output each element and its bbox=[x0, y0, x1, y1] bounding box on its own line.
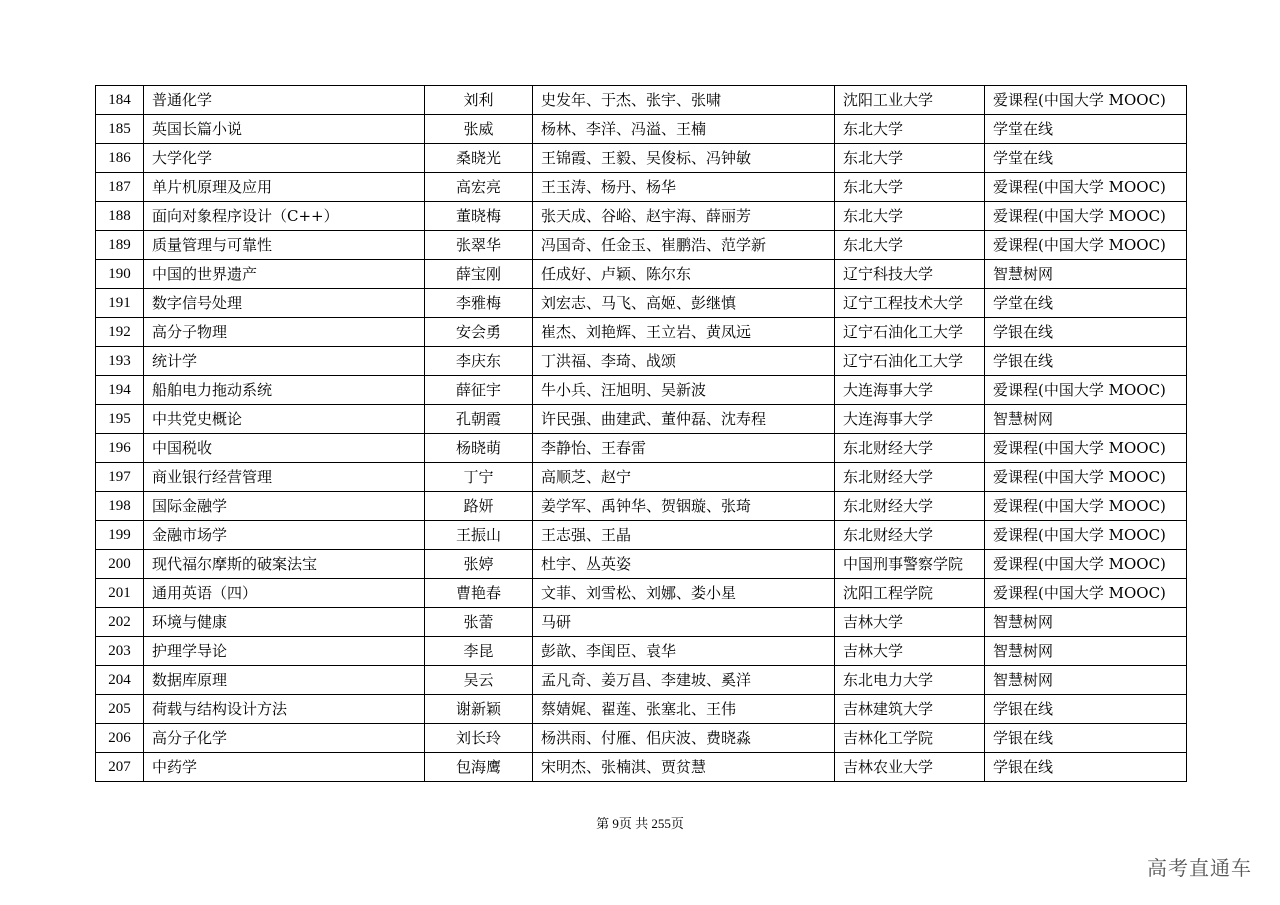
course-name: 普通化学 bbox=[144, 86, 425, 115]
platform-name: 智慧树网 bbox=[985, 637, 1187, 666]
platform-name: 学银在线 bbox=[985, 695, 1187, 724]
team-members: 丁洪福、李琦、战颂 bbox=[533, 347, 835, 376]
course-name: 单片机原理及应用 bbox=[144, 173, 425, 202]
school-name: 东北大学 bbox=[835, 144, 985, 173]
table-row bbox=[96, 173, 1187, 202]
platform-name: 学堂在线 bbox=[985, 289, 1187, 318]
table-row bbox=[96, 115, 1187, 144]
school-name: 吉林大学 bbox=[835, 608, 985, 637]
course-lead: 张婷 bbox=[425, 550, 533, 579]
school-name: 东北大学 bbox=[835, 173, 985, 202]
school-name: 辽宁石油化工大学 bbox=[835, 347, 985, 376]
course-lead: 包海鹰 bbox=[425, 753, 533, 782]
team-members: 文菲、刘雪松、刘娜、娄小星 bbox=[533, 579, 835, 608]
team-members: 张天成、谷峪、赵宇海、薛丽芳 bbox=[533, 202, 835, 231]
table-row bbox=[96, 434, 1187, 463]
course-name: 数字信号处理 bbox=[144, 289, 425, 318]
course-name: 金融市场学 bbox=[144, 521, 425, 550]
row-number: 187 bbox=[96, 173, 144, 202]
course-lead: 薛征宇 bbox=[425, 376, 533, 405]
platform-name: 学银在线 bbox=[985, 347, 1187, 376]
row-number: 202 bbox=[96, 608, 144, 637]
platform-name: 爱课程(中国大学 MOOC) bbox=[985, 231, 1187, 260]
course-lead: 张蕾 bbox=[425, 608, 533, 637]
course-name: 面向对象程序设计（C++） bbox=[144, 202, 425, 231]
row-number: 189 bbox=[96, 231, 144, 260]
course-lead: 王振山 bbox=[425, 521, 533, 550]
course-name: 环境与健康 bbox=[144, 608, 425, 637]
course-lead: 薛宝刚 bbox=[425, 260, 533, 289]
row-number: 194 bbox=[96, 376, 144, 405]
school-name: 大连海事大学 bbox=[835, 376, 985, 405]
row-number: 200 bbox=[96, 550, 144, 579]
platform-name: 爱课程(中国大学 MOOC) bbox=[985, 521, 1187, 550]
table-row bbox=[96, 318, 1187, 347]
school-name: 东北大学 bbox=[835, 231, 985, 260]
row-number: 193 bbox=[96, 347, 144, 376]
platform-name: 学银在线 bbox=[985, 318, 1187, 347]
school-name: 东北财经大学 bbox=[835, 434, 985, 463]
platform-name: 爱课程(中国大学 MOOC) bbox=[985, 463, 1187, 492]
platform-name: 爱课程(中国大学 MOOC) bbox=[985, 579, 1187, 608]
course-lead: 刘利 bbox=[425, 86, 533, 115]
row-number: 205 bbox=[96, 695, 144, 724]
school-name: 东北大学 bbox=[835, 202, 985, 231]
platform-name: 学堂在线 bbox=[985, 144, 1187, 173]
course-lead: 路妍 bbox=[425, 492, 533, 521]
course-name: 护理学导论 bbox=[144, 637, 425, 666]
school-name: 沈阳工程学院 bbox=[835, 579, 985, 608]
course-name: 高分子化学 bbox=[144, 724, 425, 753]
row-number: 190 bbox=[96, 260, 144, 289]
course-lead: 李昆 bbox=[425, 637, 533, 666]
row-number: 206 bbox=[96, 724, 144, 753]
platform-name: 学银在线 bbox=[985, 753, 1187, 782]
table-row bbox=[96, 347, 1187, 376]
course-lead: 刘长玲 bbox=[425, 724, 533, 753]
course-lead: 丁宁 bbox=[425, 463, 533, 492]
school-name: 东北财经大学 bbox=[835, 463, 985, 492]
team-members: 王志强、王晶 bbox=[533, 521, 835, 550]
row-number: 203 bbox=[96, 637, 144, 666]
course-lead: 张翠华 bbox=[425, 231, 533, 260]
platform-name: 智慧树网 bbox=[985, 260, 1187, 289]
team-members: 高顺芝、赵宁 bbox=[533, 463, 835, 492]
watermark-logo-text: 高考直通车 bbox=[1147, 856, 1252, 880]
course-lead: 张威 bbox=[425, 115, 533, 144]
school-name: 吉林农业大学 bbox=[835, 753, 985, 782]
course-name: 国际金融学 bbox=[144, 492, 425, 521]
school-name: 吉林化工学院 bbox=[835, 724, 985, 753]
course-name: 中国税收 bbox=[144, 434, 425, 463]
table-row bbox=[96, 724, 1187, 753]
platform-name: 智慧树网 bbox=[985, 666, 1187, 695]
row-number: 186 bbox=[96, 144, 144, 173]
course-lead: 谢新颖 bbox=[425, 695, 533, 724]
table-row bbox=[96, 608, 1187, 637]
course-lead: 董晓梅 bbox=[425, 202, 533, 231]
team-members: 王锦霞、王毅、吴俊标、冯钟敏 bbox=[533, 144, 835, 173]
school-name: 东北大学 bbox=[835, 115, 985, 144]
platform-name: 爱课程(中国大学 MOOC) bbox=[985, 434, 1187, 463]
school-name: 中国刑事警察学院 bbox=[835, 550, 985, 579]
table-row bbox=[96, 463, 1187, 492]
team-members: 牛小兵、汪旭明、吴新波 bbox=[533, 376, 835, 405]
row-number: 199 bbox=[96, 521, 144, 550]
course-name: 大学化学 bbox=[144, 144, 425, 173]
course-name: 荷载与结构设计方法 bbox=[144, 695, 425, 724]
row-number: 196 bbox=[96, 434, 144, 463]
table-row bbox=[96, 144, 1187, 173]
course-name: 英国长篇小说 bbox=[144, 115, 425, 144]
team-members: 蔡婧娓、翟莲、张塞北、王伟 bbox=[533, 695, 835, 724]
team-members: 冯国奇、任金玉、崔鹏浩、范学新 bbox=[533, 231, 835, 260]
row-number: 195 bbox=[96, 405, 144, 434]
course-lead: 吴云 bbox=[425, 666, 533, 695]
course-lead: 杨晓萌 bbox=[425, 434, 533, 463]
team-members: 彭歆、李闺臣、袁华 bbox=[533, 637, 835, 666]
course-name: 现代福尔摩斯的破案法宝 bbox=[144, 550, 425, 579]
table-row bbox=[96, 695, 1187, 724]
table-row bbox=[96, 260, 1187, 289]
school-name: 东北电力大学 bbox=[835, 666, 985, 695]
platform-name: 爱课程(中国大学 MOOC) bbox=[985, 173, 1187, 202]
table-row bbox=[96, 289, 1187, 318]
course-lead: 孔朝霞 bbox=[425, 405, 533, 434]
row-number: 198 bbox=[96, 492, 144, 521]
course-name: 中共党史概论 bbox=[144, 405, 425, 434]
course-lead: 李雅梅 bbox=[425, 289, 533, 318]
platform-name: 智慧树网 bbox=[985, 405, 1187, 434]
platform-name: 学银在线 bbox=[985, 724, 1187, 753]
row-number: 188 bbox=[96, 202, 144, 231]
school-name: 东北财经大学 bbox=[835, 492, 985, 521]
table-row bbox=[96, 86, 1187, 115]
course-name: 统计学 bbox=[144, 347, 425, 376]
course-name: 通用英语（四） bbox=[144, 579, 425, 608]
course-name: 船舶电力拖动系统 bbox=[144, 376, 425, 405]
team-members: 孟凡奇、姜万昌、李建坡、奚洋 bbox=[533, 666, 835, 695]
platform-name: 爱课程(中国大学 MOOC) bbox=[985, 550, 1187, 579]
table-row bbox=[96, 405, 1187, 434]
table-row bbox=[96, 376, 1187, 405]
platform-name: 爱课程(中国大学 MOOC) bbox=[985, 86, 1187, 115]
course-name: 质量管理与可靠性 bbox=[144, 231, 425, 260]
school-name: 辽宁工程技术大学 bbox=[835, 289, 985, 318]
course-table bbox=[95, 85, 1187, 782]
course-name: 数据库原理 bbox=[144, 666, 425, 695]
team-members: 任成好、卢颖、陈尔东 bbox=[533, 260, 835, 289]
course-name: 高分子物理 bbox=[144, 318, 425, 347]
row-number: 185 bbox=[96, 115, 144, 144]
platform-name: 爱课程(中国大学 MOOC) bbox=[985, 492, 1187, 521]
school-name: 大连海事大学 bbox=[835, 405, 985, 434]
course-name: 中国的世界遗产 bbox=[144, 260, 425, 289]
team-members: 刘宏志、马飞、高姬、彭继慎 bbox=[533, 289, 835, 318]
course-lead: 曹艳春 bbox=[425, 579, 533, 608]
table-row bbox=[96, 550, 1187, 579]
row-number: 197 bbox=[96, 463, 144, 492]
team-members: 杨林、李洋、冯溢、王楠 bbox=[533, 115, 835, 144]
table-row bbox=[96, 579, 1187, 608]
table-row bbox=[96, 202, 1187, 231]
table-row bbox=[96, 231, 1187, 260]
course-lead: 高宏亮 bbox=[425, 173, 533, 202]
row-number: 184 bbox=[96, 86, 144, 115]
table-row bbox=[96, 666, 1187, 695]
page-number: 第 9页 共 255页 bbox=[596, 816, 684, 831]
team-members: 崔杰、刘艳辉、王立岩、黄凤远 bbox=[533, 318, 835, 347]
team-members: 姜学军、禹钟华、贺铟璇、张琦 bbox=[533, 492, 835, 521]
course-table-body bbox=[96, 86, 1187, 782]
school-name: 吉林建筑大学 bbox=[835, 695, 985, 724]
course-lead: 桑晓光 bbox=[425, 144, 533, 173]
course-name: 中药学 bbox=[144, 753, 425, 782]
table-row bbox=[96, 753, 1187, 782]
table-row bbox=[96, 492, 1187, 521]
team-members: 李静怡、王春雷 bbox=[533, 434, 835, 463]
platform-name: 智慧树网 bbox=[985, 608, 1187, 637]
course-lead: 李庆东 bbox=[425, 347, 533, 376]
school-name: 东北财经大学 bbox=[835, 521, 985, 550]
team-members: 史发年、于杰、张宇、张啸 bbox=[533, 86, 835, 115]
row-number: 204 bbox=[96, 666, 144, 695]
team-members: 杨洪雨、付雁、佀庆波、费晓淼 bbox=[533, 724, 835, 753]
row-number: 191 bbox=[96, 289, 144, 318]
team-members: 马研 bbox=[533, 608, 835, 637]
team-members: 王玉涛、杨丹、杨华 bbox=[533, 173, 835, 202]
course-name: 商业银行经营管理 bbox=[144, 463, 425, 492]
platform-name: 学堂在线 bbox=[985, 115, 1187, 144]
row-number: 201 bbox=[96, 579, 144, 608]
platform-name: 爱课程(中国大学 MOOC) bbox=[985, 376, 1187, 405]
platform-name: 爱课程(中国大学 MOOC) bbox=[985, 202, 1187, 231]
table-row bbox=[96, 521, 1187, 550]
team-members: 许民强、曲建武、董仲磊、沈寿程 bbox=[533, 405, 835, 434]
school-name: 辽宁科技大学 bbox=[835, 260, 985, 289]
row-number: 192 bbox=[96, 318, 144, 347]
school-name: 沈阳工业大学 bbox=[835, 86, 985, 115]
school-name: 吉林大学 bbox=[835, 637, 985, 666]
school-name: 辽宁石油化工大学 bbox=[835, 318, 985, 347]
team-members: 宋明杰、张楠淇、贾贫慧 bbox=[533, 753, 835, 782]
team-members: 杜宇、丛英姿 bbox=[533, 550, 835, 579]
course-lead: 安会勇 bbox=[425, 318, 533, 347]
row-number: 207 bbox=[96, 753, 144, 782]
table-row bbox=[96, 637, 1187, 666]
